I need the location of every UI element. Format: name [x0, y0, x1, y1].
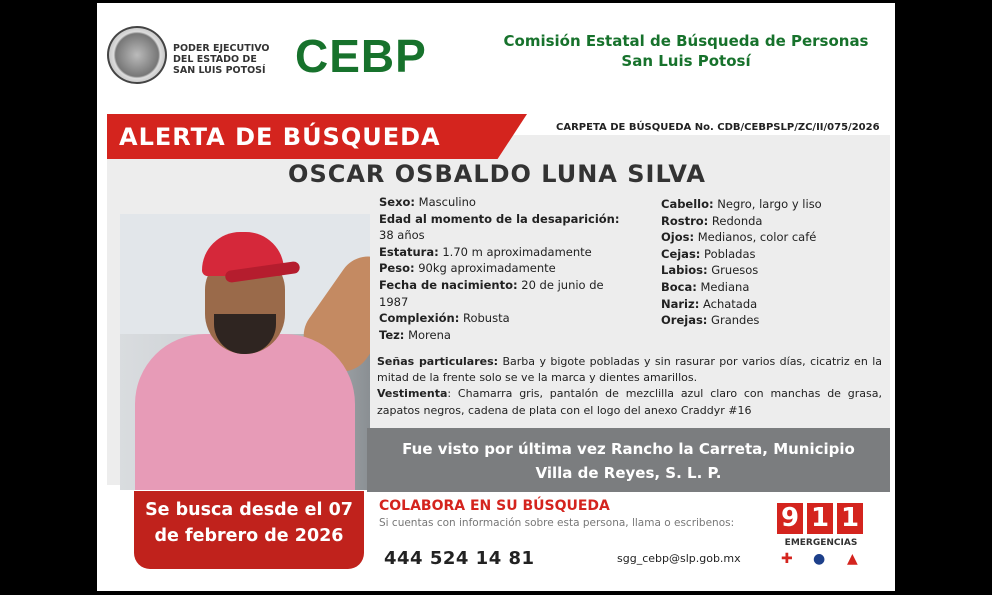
emergency-label: EMERGENCIAS: [784, 538, 858, 548]
detail-height: Estatura: 1.70 m aproximadamente: [379, 244, 592, 259]
contact-instructions: Si cuentas con información sobre esta persona, llama o escribenos:: [379, 517, 735, 529]
detail-lips: Labios: Gruesos: [661, 263, 759, 278]
cross-icon: ✚: [781, 551, 793, 567]
detail-mouth: Boca: Mediana: [661, 279, 750, 294]
detail-build: Complexión: Robusta: [379, 311, 510, 326]
alert-title: ALERTA DE BÚSQUEDA: [119, 123, 441, 151]
clothing: Vestimenta: Chamarra gris, pantalón de mezclilla azul claro con manchas de grasa, zapatos negros, cadena de plata con el logo del anexo Craddyr #16: [377, 387, 882, 417]
missing-person-poster: [97, 3, 895, 591]
case-number: CARPETA DE BÚSQUEDA No. CDB/CEBPSLP/ZC/II/075/2026: [556, 122, 880, 133]
commission-line-1: Comisión Estatal de Búsqueda de Personas: [503, 32, 869, 50]
last-seen-text: [367, 437, 890, 485]
detail-nose: Nariz: Achatada: [661, 296, 758, 311]
since-line-1: Se busca desde el 07: [145, 500, 353, 520]
detail-birthdate: Fecha de nacimiento: 20 de junio de 1987: [379, 277, 604, 309]
commission-line-2: San Luis Potosí: [621, 52, 751, 70]
email-address[interactable]: sgg_cebp@slp.gob.mx: [617, 552, 741, 565]
gov-line: SAN LUIS POTOSÍ: [173, 65, 266, 76]
person-photo: [120, 214, 370, 490]
detail-age: Edad al momento de la desaparición: 38 años: [379, 211, 620, 243]
emergency-icons: [777, 551, 865, 567]
collaborate-heading: COLABORA EN SU BÚSQUEDA: [379, 498, 610, 514]
last-seen-line-1: Fue visto por última vez Rancho la Carreta, Municipio: [402, 440, 855, 458]
search-since-text: [134, 497, 364, 549]
physical-details-left: [379, 194, 631, 343]
detail-weight: Peso: 90kg aproximadamente: [379, 261, 556, 276]
emergency-911-logo: [777, 503, 877, 573]
commission-title: [477, 31, 895, 71]
detail-ears: Orejas: Grandes: [661, 313, 760, 328]
detail-sex: Sexo: Masculino: [379, 195, 476, 209]
detail-skin: Tez: Morena: [379, 327, 451, 342]
gov-line: DEL ESTADO DE: [173, 54, 257, 65]
fire-icon: ▲: [847, 551, 858, 567]
police-cap-icon: ●: [813, 551, 826, 567]
gov-line: PODER EJECUTIVO: [173, 43, 270, 54]
physical-details-right: [661, 196, 822, 329]
coat-of-arms-seal: [107, 26, 167, 84]
detail-face: Rostro: Redonda: [661, 213, 763, 228]
cebp-logo-text: CEBP: [295, 30, 427, 82]
particular-marks: Señas particulares: Barba y bigote pobladas y sin rasurar por varios días, cicatriz en la mitad de la frente solo se ve la marca y dientes amarillos.: [377, 355, 883, 385]
digit-9: 9: [777, 503, 803, 534]
phone-number[interactable]: 444 524 14 81: [384, 548, 535, 569]
detail-eyes: Ojos: Medianos, color café: [661, 230, 817, 245]
since-line-2: de febrero de 2026: [154, 526, 344, 546]
government-label: [173, 43, 270, 76]
detail-eyebrows: Cejas: Pobladas: [661, 246, 756, 261]
digit-1: 1: [807, 503, 833, 534]
person-name: OSCAR OSBALDO LUNA SILVA: [288, 160, 706, 188]
detail-hair: Cabello: Negro, largo y liso: [661, 197, 822, 211]
particular-signs: [377, 354, 882, 419]
last-seen-line-2: Villa de Reyes, S. L. P.: [535, 464, 722, 482]
digit-1b: 1: [837, 503, 863, 534]
